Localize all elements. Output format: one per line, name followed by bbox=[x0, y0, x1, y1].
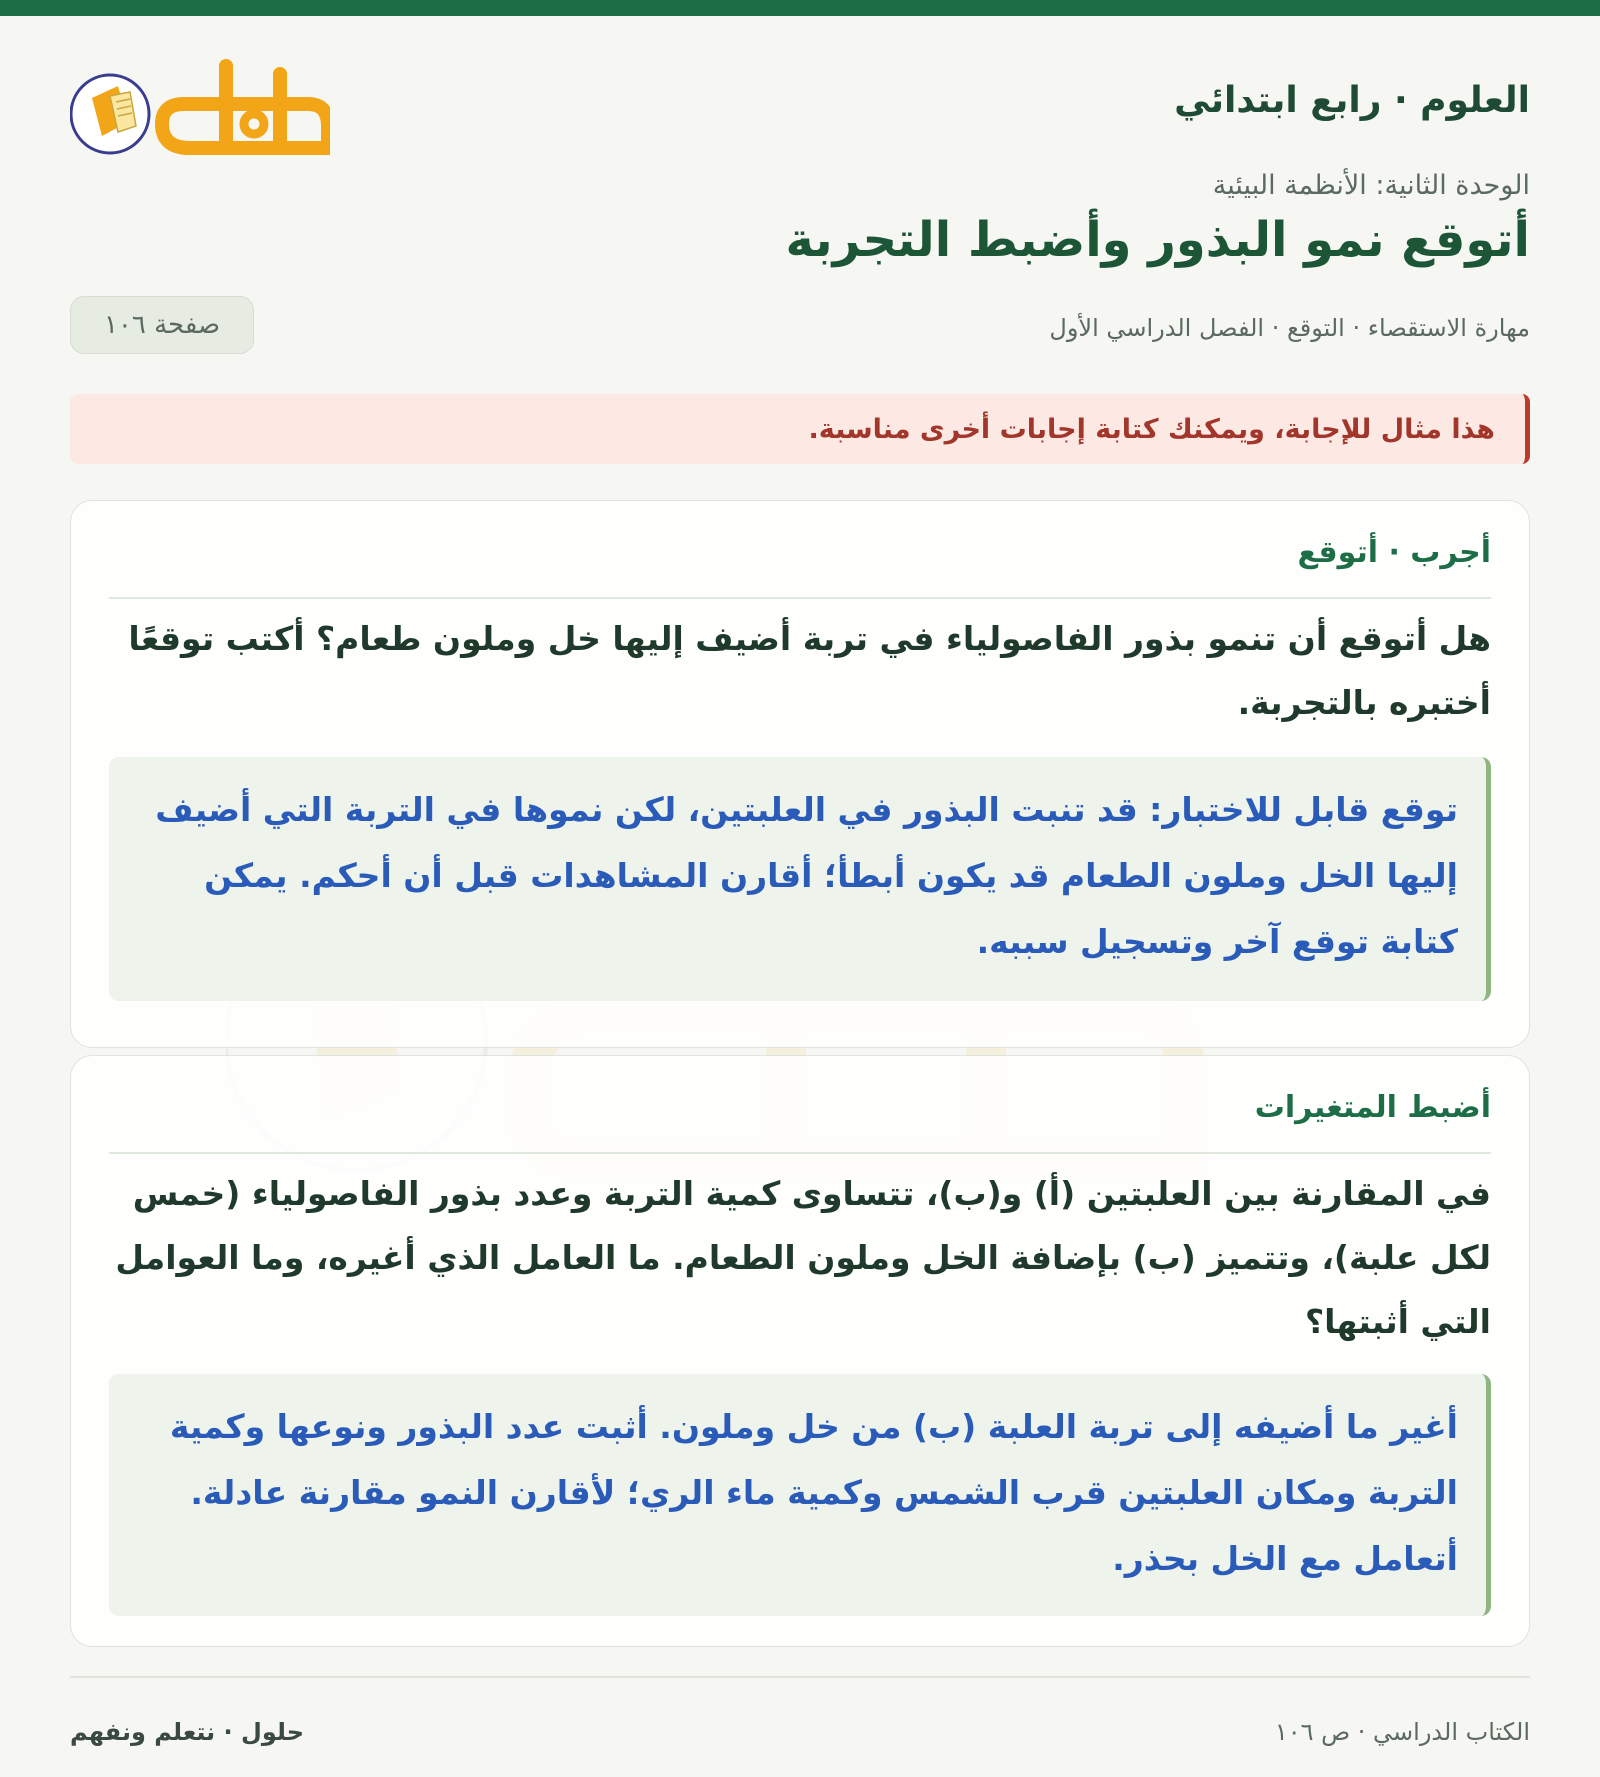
card-heading-label: أضبط المتغيرات bbox=[1254, 1090, 1491, 1125]
lesson-meta bbox=[70, 166, 1530, 406]
footer bbox=[70, 1676, 1530, 1758]
lesson-title: أتوقع نمو البذور وأضبط التجربة bbox=[785, 212, 1530, 268]
answer-notice: هذا مثال للإجابة، ويمكنك كتابة إجابات أخرى مناسبة. bbox=[70, 394, 1530, 464]
exercise-card-variables bbox=[70, 1055, 1530, 1647]
card-heading-label: أجرب · أتوقع bbox=[1297, 535, 1491, 570]
card-heading bbox=[109, 527, 1491, 599]
page-number-badge: صفحة ١٠٦ bbox=[70, 296, 254, 354]
top-accent-bar bbox=[0, 0, 1600, 16]
card-heading bbox=[109, 1082, 1491, 1154]
question-text: هل أتوقع أن تنمو بذور الفاصولياء في تربة أضيف إليها خل وملون طعام؟ أكتب توقعًا أختبره بالتجربة. bbox=[128, 619, 1491, 722]
header bbox=[70, 16, 1530, 166]
question-text: في المقارنة بين العلبتين (أ) و(ب)، تتساوى كمية التربة وعدد بذور الفاصولياء (خمس لكل علبة)، وتتميز (ب) بإضافة الخل وملون الطعام. ما العامل الذي أغيره، وما العوامل التي أثبتها؟ bbox=[115, 1174, 1491, 1341]
footer-brand-slogan: حلول · نتعلم ونفهم bbox=[70, 1718, 304, 1746]
answer-box: توقع قابل للاختبار: قد تنبت البذور في العلبتين، لكن نموها في التربة التي أضيف إليها الخل وملون الطعام قد يكون أبطأ؛ أقارن المشاهدات قبل أن أحكم. يمكن كتابة توقع آخر وتسجيل سببه. bbox=[109, 757, 1491, 1001]
answer-box: أغير ما أضيفه إلى تربة العلبة (ب) من خل وملون. أثبت عدد البذور ونوعها وكمية التربة ومكان العلبتين قرب الشمس وكمية ماء الري؛ لأقارن النمو مقارنة عادلة. أتعامل مع الخل بحذر. bbox=[109, 1374, 1491, 1616]
footer-book-reference: الكتاب الدراسي · ص ١٠٦ bbox=[1274, 1718, 1530, 1746]
exercise-card-predict bbox=[70, 500, 1530, 1048]
course-title: العلوم · رابع ابتدائي bbox=[1174, 80, 1530, 121]
book-logo-icon[interactable] bbox=[70, 52, 330, 172]
lesson-tags: مهارة الاستقصاء · التوقع · الفصل الدراسي الأول bbox=[1049, 314, 1530, 342]
unit-label: الوحدة الثانية: الأنظمة البيئية bbox=[1212, 170, 1530, 201]
page bbox=[70, 16, 1530, 1777]
